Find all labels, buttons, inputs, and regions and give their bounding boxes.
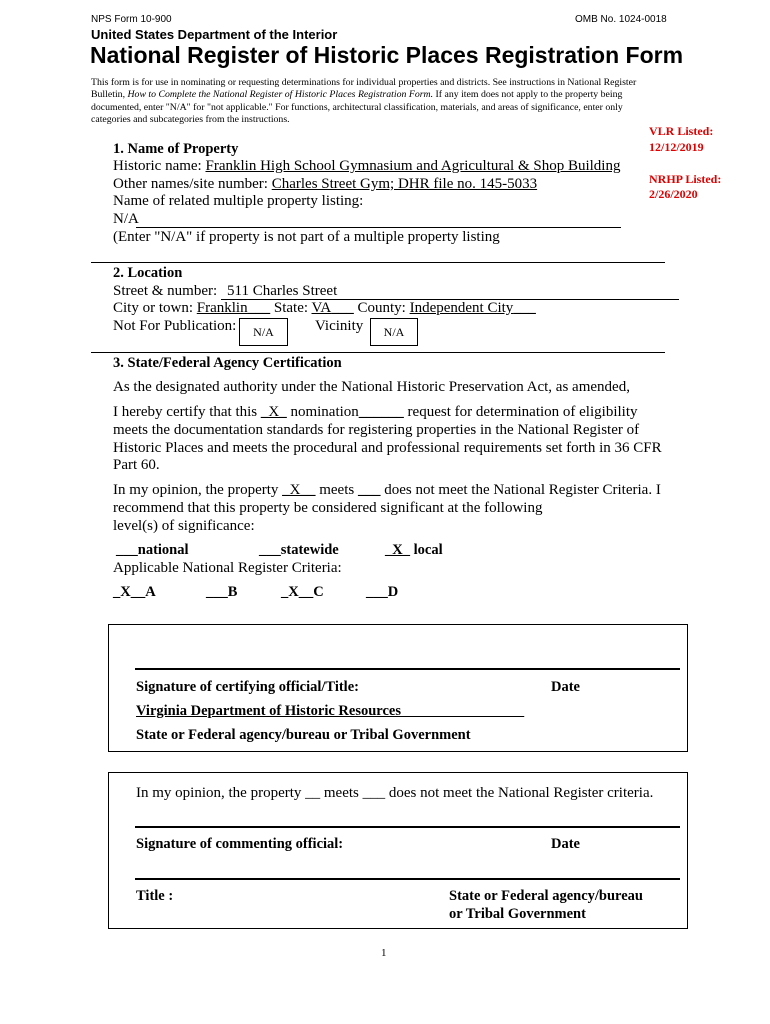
historic-name-row: Historic name: Franklin High School Gymnasium and Agricultural & Shop Building bbox=[113, 158, 621, 174]
nrhp-listed-label: NRHP Listed: bbox=[649, 172, 722, 186]
other-names-value: Charles Street Gym; DHR file no. 145-5033 bbox=[271, 176, 538, 192]
section-divider-1 bbox=[91, 262, 665, 263]
criterion-d: ___D bbox=[366, 584, 399, 600]
section1-note: (Enter "N/A" if property is not part of a multiple property listing bbox=[113, 229, 500, 245]
commenting-agency-line2: or Tribal Government bbox=[449, 906, 586, 922]
historic-name-value: Franklin High School Gymnasium and Agricultural & Shop Building bbox=[205, 158, 621, 174]
not-for-publication-box[interactable]: N/A bbox=[239, 318, 288, 346]
criterion-a: _X__A bbox=[113, 584, 156, 600]
page-title: National Register of Historic Places Registration Form bbox=[90, 42, 684, 68]
state-value: VA bbox=[311, 300, 332, 316]
vlr-listed-label: VLR Listed: bbox=[649, 124, 714, 138]
commenting-title-line[interactable] bbox=[135, 878, 680, 880]
commenting-opinion: In my opinion, the property __ meets ___ does not meet the National Register criteria. bbox=[136, 785, 654, 801]
form-number: NPS Form 10-900 bbox=[91, 14, 172, 25]
level-local: _X_ local bbox=[385, 542, 443, 558]
related-listing-label: Name of related multiple property listing: bbox=[113, 193, 364, 209]
agency-label: State or Federal agency/bureau or Tribal Government bbox=[136, 727, 471, 743]
county-value: Independent City bbox=[409, 300, 514, 316]
city-value: Franklin bbox=[196, 300, 248, 316]
commenting-agency-line1: State or Federal agency/bureau bbox=[449, 888, 643, 904]
section2-heading: 2. Location bbox=[113, 265, 183, 281]
agency-name: Virginia Department of Historic Resources bbox=[136, 703, 401, 719]
commenting-date-label: Date bbox=[551, 836, 580, 852]
criterion-b: ___B bbox=[206, 584, 238, 600]
other-names-row: Other names/site number: Charles Street Gym; DHR file no. 145-5033 bbox=[113, 176, 538, 192]
section1-heading: 1. Name of Property bbox=[113, 141, 239, 157]
department-name: United States Department of the Interior bbox=[91, 27, 338, 42]
vlr-listed-date: 12/12/2019 bbox=[649, 140, 704, 154]
commenting-signature-label: Signature of commenting official: bbox=[136, 836, 344, 852]
vicinity-label: Vicinity bbox=[315, 318, 364, 334]
authority-text: As the designated authority under the National Historic Preservation Act, as amended, bbox=[113, 379, 630, 395]
street-value: 511 Charles Street bbox=[227, 283, 338, 299]
criterion-c: _X__C bbox=[281, 584, 324, 600]
related-listing-value: N/A bbox=[113, 211, 139, 227]
certification-text: I hereby certify that this _X_ nomination______ request for determination of eligibility meets the documentation standards for registering properties in the National Register of Historic Places and meets the procedural and professional requirements set forth in 36 CFR Part 60. bbox=[113, 404, 662, 474]
certifying-date-label: Date bbox=[551, 679, 580, 695]
section-divider-2 bbox=[91, 352, 665, 353]
city-state-county-row: City or town: Franklin___ State: VA___ County: Independent City___ bbox=[113, 300, 536, 316]
related-listing-underline bbox=[136, 227, 621, 228]
level-national: ___national bbox=[116, 542, 189, 558]
commenting-title-label: Title : bbox=[136, 888, 174, 904]
commenting-signature-line[interactable] bbox=[135, 826, 680, 828]
not-for-publication-label: Not For Publication: bbox=[113, 318, 237, 334]
vicinity-box[interactable]: N/A bbox=[370, 318, 418, 346]
instructions-text: This form is for use in nominating or requesting determinations for individual properties and districts. See instructions in National Register Bulletin, How to Complete the National Register of Historic Places Registration Form. If any item does not apply to the property being documented, enter "N/A" for "not applicable." For functions, architectural classification, materials, and areas of significance, enter only categories and subcategories from the instructions. bbox=[91, 77, 637, 125]
street-label: Street & number: bbox=[113, 283, 218, 299]
meets-mark: _X__ bbox=[282, 482, 316, 498]
certifying-signature-label: Signature of certifying official/Title: bbox=[136, 679, 359, 695]
criteria-label: Applicable National Register Criteria: bbox=[113, 560, 342, 576]
level-statewide: ___statewide bbox=[259, 542, 339, 558]
certifying-signature-line[interactable] bbox=[135, 668, 680, 670]
opinion-text: In my opinion, the property _X__ meets ___ does not meet the National Register Criteria. I recommend that this property be considered significant at the following level(s) of significance: bbox=[113, 482, 661, 534]
nomination-mark: _X_ bbox=[260, 404, 287, 420]
page-number: 1 bbox=[381, 947, 387, 959]
nrhp-listed-date: 2/26/2020 bbox=[649, 187, 698, 201]
section3-heading: 3. State/Federal Agency Certification bbox=[113, 355, 342, 371]
omb-number: OMB No. 1024-0018 bbox=[575, 14, 667, 25]
